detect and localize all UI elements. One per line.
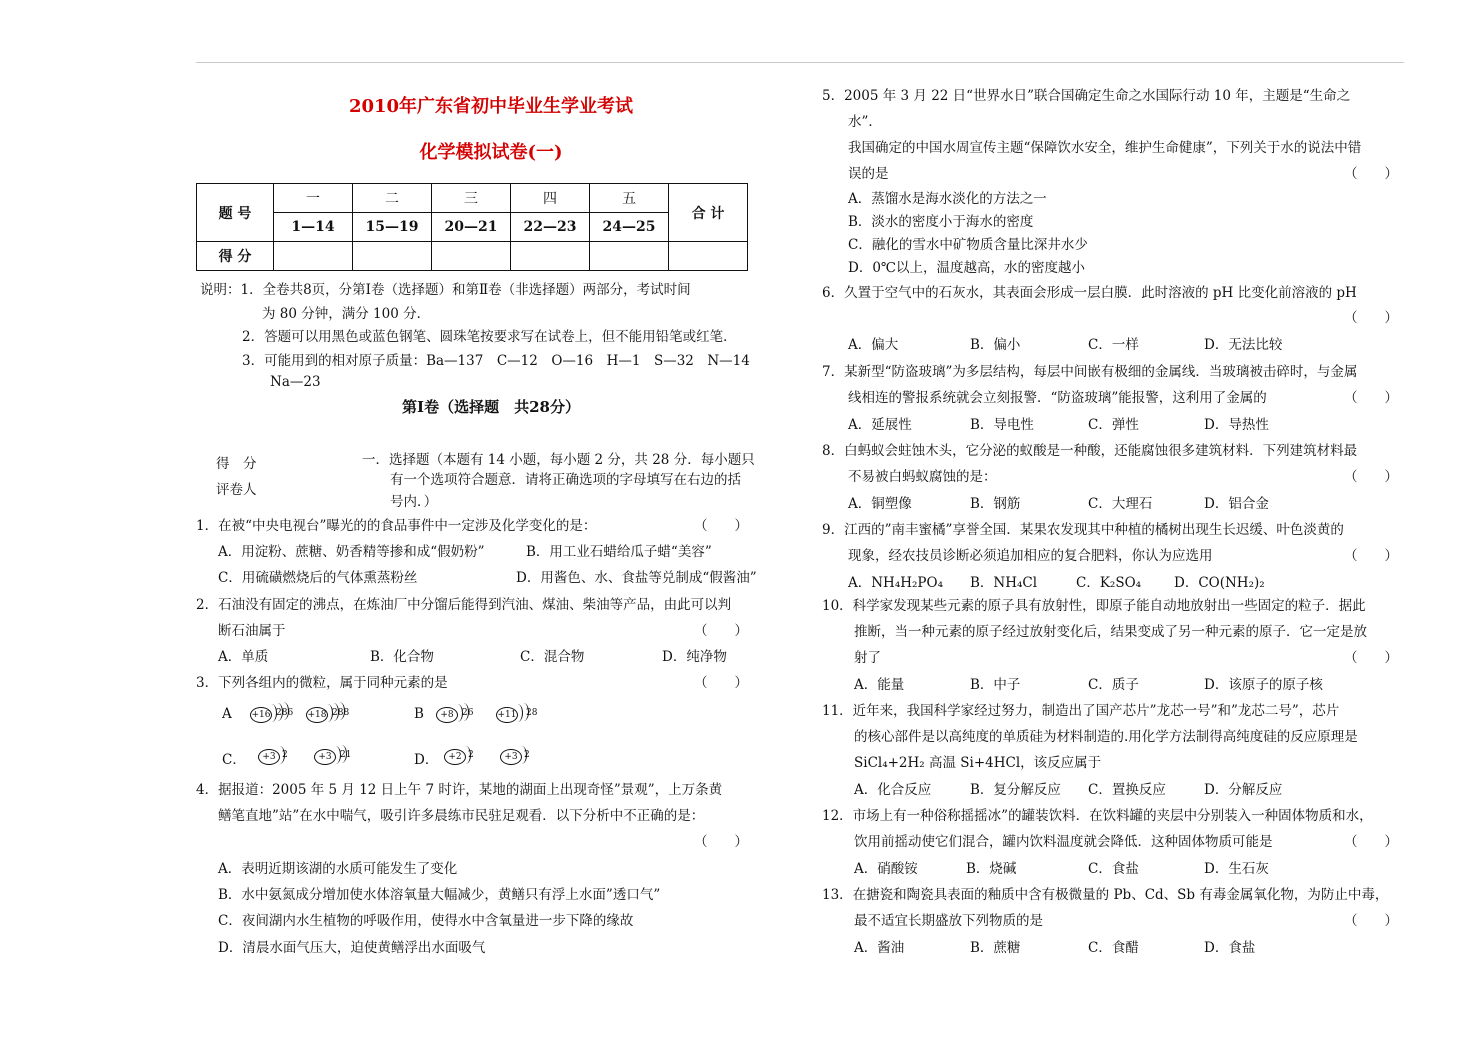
notes-line: 为 80 分钟，满分 100 分． — [262, 306, 431, 322]
exam-subtitle: 化学模拟试卷(一) — [419, 142, 563, 163]
option: D．铝合金 — [1204, 496, 1269, 512]
question-stem: 不易被白蚂蚁腐蚀的是： — [848, 469, 997, 485]
question-stem: 我国确定的中国水周宣传主题“保障饮水安全，维护生命健康”，下列关于水的说法中错 — [848, 140, 1362, 156]
option: A．单质 — [218, 649, 269, 665]
answer-paren[interactable]: （ ） — [1344, 310, 1398, 326]
option: A．能量 — [854, 677, 905, 693]
answer-paren[interactable]: （ ） — [1344, 548, 1398, 564]
total-label: 合 计 — [669, 184, 748, 242]
option: A — [222, 706, 232, 722]
option: D．该原子的原子核 — [1204, 677, 1323, 693]
option: A．蒸馏水是海水淡化的方法之一 — [848, 191, 1047, 207]
option: D．清晨水面气压大，迫使黄鳝浮出水面吸气 — [218, 940, 486, 956]
exam-title: 2010年广东省初中毕业生学业考试 — [348, 96, 634, 117]
question-stem: 误的是 — [848, 166, 889, 182]
grader-score-label: 得 分 — [216, 456, 257, 472]
option: B．偏小 — [970, 337, 1021, 353]
section1-intro: 有一个选项符合题意．请将正确选项的字母填写在右边的括 — [390, 472, 741, 488]
section-range: 22—23 — [511, 213, 590, 242]
option: D．0℃以上，温度越高，水的密度越小 — [848, 260, 1086, 276]
question-stem: 射了 — [854, 650, 881, 666]
option: B．导电性 — [970, 417, 1034, 433]
option: C．混合物 — [520, 649, 585, 665]
option: A．用淀粉、蔗糖、奶香精等掺和成“假奶粉” — [218, 544, 485, 560]
score-cell[interactable] — [511, 242, 590, 271]
question-stem: 最不适宜长期盛放下列物质的是 — [854, 913, 1043, 929]
question-stem: 线相连的警报系统就会立刻报警．“防盗玻璃”能报警，这利用了金属的 — [848, 390, 1267, 406]
option: B．水中氨氮成分增加使水体溶氧量大幅减少，黄鳝只有浮上水面”透口气” — [218, 887, 661, 903]
answer-paren[interactable]: （ ） — [1344, 469, 1398, 485]
answer-paren[interactable]: （ ） — [1344, 390, 1398, 406]
question-stem: 6．久置于空气中的石灰水，其表面会形成一层白膜．此时溶液的 pH 比变化前溶液的 pH — [822, 285, 1357, 301]
answer-paren[interactable]: （ ） — [1344, 166, 1398, 182]
section-range: 24—25 — [590, 213, 669, 242]
answer-paren[interactable]: （ ） — [694, 834, 748, 850]
score-cell[interactable] — [353, 242, 432, 271]
option: B．中子 — [970, 677, 1021, 693]
row-label-question: 题 号 — [197, 184, 274, 242]
section-range: 20—21 — [432, 213, 511, 242]
grader-label: 评卷人 — [216, 482, 257, 498]
option: C．一样 — [1088, 337, 1139, 353]
section-header: 二 — [353, 184, 432, 213]
notes-line: Na—23 — [270, 374, 321, 390]
option: B．化合物 — [370, 649, 434, 665]
section-header: 三 — [432, 184, 511, 213]
answer-paren[interactable]: （ ） — [1344, 650, 1398, 666]
answer-paren[interactable]: （ ） — [694, 518, 748, 534]
section-header: 四 — [511, 184, 590, 213]
option: C．K₂SO₄ — [1076, 575, 1142, 591]
option: A．延展性 — [848, 417, 912, 433]
part1-title: 第Ⅰ卷（选择题 共28分） — [402, 398, 580, 416]
question-stem: 13．在搪瓷和陶瓷具表面的釉质中含有极微量的 Pb、Cd、Sb 有毒金属氧化物，为防止中毒， — [822, 887, 1389, 903]
section-range: 15—19 — [353, 213, 432, 242]
option: C．食醋 — [1088, 940, 1139, 956]
question-stem: 5．2005 年 3 月 22 日“世界水日”联合国确定生命之水国际行动 10 年，主题是“生命之 — [822, 88, 1351, 104]
option: A．铜塑像 — [848, 496, 912, 512]
option: A．表明近期该湖的水质可能发生了变化 — [218, 861, 458, 877]
score-cell[interactable] — [274, 242, 353, 271]
option: A．偏大 — [848, 337, 899, 353]
notes-line: 说明：1．全卷共8页，分第Ⅰ卷（选择题）和第Ⅱ卷（非选择题）两部分，考试时间 — [200, 282, 691, 298]
section-range: 1—14 — [274, 213, 353, 242]
option: B．钢筋 — [970, 496, 1021, 512]
option: B．蔗糖 — [970, 940, 1021, 956]
question-stem: 现象，经农技员诊断必须追加相应的复合肥料，你认为应选用 — [848, 548, 1213, 564]
option: A．NH₄H₂PO₄ — [848, 575, 943, 591]
score-cell[interactable] — [590, 242, 669, 271]
top-rule — [196, 62, 1404, 63]
question-stem: 断石油属于 — [218, 623, 286, 639]
option: D． — [414, 752, 439, 768]
score-table — [196, 183, 748, 271]
section-header: 五 — [590, 184, 669, 213]
score-cell[interactable] — [432, 242, 511, 271]
question-stem: 饮用前摇动使它们混合，罐内饮料温度就会降低．这种固体物质可能是 — [854, 834, 1273, 850]
section1-intro: 号内．） — [390, 494, 438, 510]
score-cell-total[interactable] — [669, 242, 748, 271]
option: C．弹性 — [1088, 417, 1139, 433]
option: A．硝酸铵 — [854, 861, 918, 877]
answer-paren[interactable]: （ ） — [694, 623, 748, 639]
option: B．NH₄Cl — [970, 575, 1038, 591]
option: C． — [222, 752, 246, 768]
question-stem: 4．据报道：2005 年 5 月 12 日上午 7 时许，某地的湖面上出现奇怪”景观”，上万条黄 — [196, 782, 723, 798]
option: C．置换反应 — [1088, 782, 1166, 798]
answer-paren[interactable]: （ ） — [1344, 913, 1398, 929]
option: D．生石灰 — [1204, 861, 1269, 877]
section-header: 一 — [274, 184, 353, 213]
option: B．用工业石蜡给瓜子蜡“美容” — [526, 544, 712, 560]
option: D．无法比较 — [1204, 337, 1283, 353]
question-stem: 9．江西的”南丰蜜橘”享誉全国．某果农发现其中种植的橘树出现生长迟缓、叶色淡黄的 — [822, 522, 1344, 538]
option: D．分解反应 — [1204, 782, 1283, 798]
section1-intro: 一．选择题（本题有 14 小题，每小题 2 分，共 28 分．每小题只 — [362, 452, 755, 468]
option: C．融化的雪水中矿物质含量比深井水少 — [848, 237, 1088, 253]
option: D．CO(NH₂)₂ — [1174, 575, 1265, 591]
option: D．导热性 — [1204, 417, 1269, 433]
option: A．酱油 — [854, 940, 905, 956]
option: D．纯净物 — [662, 649, 727, 665]
question-stem: SiCl₄+2H₂ 高温 Si+4HCl，该反应属于 — [854, 755, 1102, 771]
option: D．食盐 — [1204, 940, 1256, 956]
question-stem: 7．某新型“防盗玻璃”为多层结构，每层中间嵌有极细的金属线．当玻璃被击碎时，与金属 — [822, 364, 1358, 380]
option: B．烧碱 — [966, 861, 1017, 877]
question-stem: 3．下列各组内的微粒，属于同种元素的是 — [196, 675, 448, 691]
question-stem: 11．近年来，我国科学家经过努力，制造出了国产芯片”龙芯一号”和”龙芯二号”，芯片 — [822, 703, 1340, 719]
option: C．夜间湖内水生植物的呼吸作用，使得水中含氧量进一步下降的缘故 — [218, 913, 634, 929]
answer-paren[interactable]: （ ） — [1344, 834, 1398, 850]
answer-paren[interactable]: （ ） — [694, 675, 748, 691]
question-stem: 10．科学家发现某些元素的原子具有放射性，即原子能自动地放射出一些固定的粒子．据此 — [822, 598, 1366, 614]
option: B．复分解反应 — [970, 782, 1061, 798]
option: D．用酱色、水、食盐等兑制成“假酱油” — [516, 570, 757, 586]
option: C．用硫磺燃烧后的气体熏蒸粉丝 — [218, 570, 418, 586]
question-stem: 鳝笔直地”站”在水中喘气，吸引许多晨练市民驻足观看．以下分析中不正确的是： — [218, 808, 705, 824]
option: B — [414, 706, 424, 722]
option: B．淡水的密度小于海水的密度 — [848, 214, 1034, 230]
option: C．大理石 — [1088, 496, 1153, 512]
notes-line: 2．答题可以用黑色或蓝色钢笔、圆珠笔按要求写在试卷上，但不能用铅笔或红笔． — [242, 329, 737, 345]
question-stem: 2．石油没有固定的沸点，在炼油厂中分馏后能得到汽油、煤油、柴油等产品，由此可以判 — [196, 597, 732, 613]
notes-line: 3．可能用到的相对原子质量：Ba—137 C—12 O—16 H—1 S—32 N—14 — [242, 353, 750, 369]
row-label-score: 得 分 — [197, 242, 274, 271]
question-stem: 1．在被“中央电视台”曝光的的食品事件中一定涉及化学变化的是： — [196, 518, 597, 534]
question-stem: 的核心部件是以高纯度的单质硅为材料制造的.用化学方法制得高纯度硅的反应原理是 — [854, 729, 1358, 745]
question-stem: 水”． — [848, 114, 882, 130]
question-stem: 12．市场上有一种俗称摇摇冰”的罐装饮料．在饮料罐的夹层中分别装入一种固体物质和水， — [822, 808, 1373, 824]
option: C．质子 — [1088, 677, 1139, 693]
option: C．食盐 — [1088, 861, 1139, 877]
question-stem: 推断，当一种元素的原子经过放射变化后，结果变成了另一种元素的原子．它一定是放 — [854, 624, 1367, 640]
option: A．化合反应 — [854, 782, 932, 798]
question-stem: 8．白蚂蚁会蛀蚀木头，它分泌的蚁酸是一种酸，还能腐蚀很多建筑材料．下列建筑材料最 — [822, 443, 1358, 459]
